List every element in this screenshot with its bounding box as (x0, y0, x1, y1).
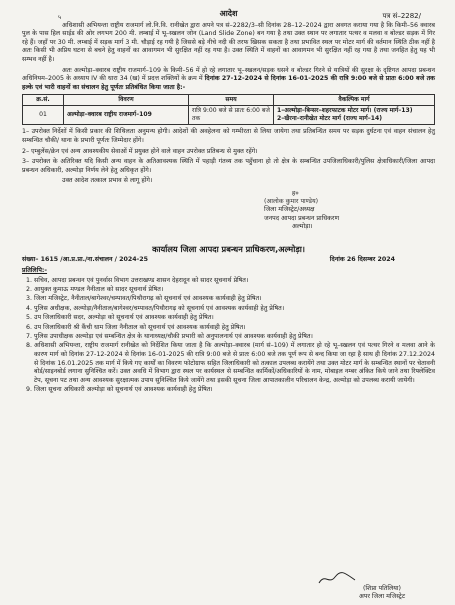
route-table-header-row (23, 95, 435, 106)
letter-number: पत्र सं–2282/ (382, 12, 421, 20)
instruction-effective: उक्त आदेश तत्काल प्रभाव से लागू होंगे। (62, 177, 153, 185)
signature-initials: ह० (292, 189, 299, 197)
reference-line (22, 256, 435, 265)
list-item: 2. आयुक्त कुमाऊ मण्डल नैनीताल को सादर सूचनार्थ प्रेषित। (34, 286, 435, 295)
reference-number: संख्या– 1615 /आ.प्र.प्रा./ना.संचालन / 2024-25 (22, 255, 149, 263)
order-para-2-bold: दिनांक 27-12-2024 से दिनांक 16-01-2025 की रात्रि 9:00 बजे से प्रातः 6:00 बजे तक हल्के एवं भारी वाहनों का संचालन हेतु पूर्णतः प्रतिबंधित किया जाता है:- (22, 75, 435, 91)
order-para-1: अधिशासी अभियन्ता राष्ट्रीय राजमार्ग लो.नि.वि. रानीखेत द्वारा अपने पत्र सं–2282/3–सी दिनांक 28–12–2024 द्वारा अवगत कराया गया है कि किमी–56 क्वारब पुल के पास हिल साईड की ओर लगभग 200 मी. लम्बाई में भू–स्खलन जोन (Land Slide Zone) बन गया है तथा उक्त स्थान पर लगातार पत्थर व मलवा व बोल्डर सड़क में गिर रहे हैं। जहाँ पर 30 मी. लम्बाई में सड़क मार्ग 3 मी. चौड़ाई रह गयी है जिससे बड़े नीचे नदी की तरफ खिसक सकता है तथा प्रभावित स्थल पर मोटर मार्ग की वर्तमान स्थिति ठीक नहीं है अतः किसी भी अप्रिय घटना से बचने हेतु वाहनों का आवागमन भी सुरक्षित नहीं रह गया है। उक्त स्थिति में वाहनों का आवागमन भी सुरक्षित नहीं रह गया है तथा जनहित हेतु यह भी सम्भव नहीं है। (22, 21, 435, 63)
signatory-place: अल्मोड़ा। (292, 222, 313, 230)
page-mark: ५ (58, 14, 62, 21)
col-header-time: समय (189, 95, 274, 106)
signature-block-2 (359, 585, 405, 601)
copies-list (22, 277, 435, 395)
instruction-3: 3– उपरोक्त के अतिरिक्त यदि किसी अन्य वाहन के अतिआवश्यक स्थिति में पहाड़ी गंतव्य तक पहुँचाना हो तो क्षेत्र के सम्बन्धित उपजिलाधिकारी/पुलिस क्षेत्राधिकारी/जिला आपदा प्रबन्धन अधिकारी, अल्मोड़ा निर्णय लेने हेतु अधिकृत होंगे। (22, 158, 435, 174)
list-item: 4. पुलिस अधीक्षक, अल्मोड़ा/नैनीताल/बागेश्वर/चम्पावत/पिथौरागढ़ को सूचनार्थ एवं आवश्यक कार्यवाही हेतु प्रेषित। (34, 305, 435, 314)
order-title: आदेश (219, 9, 238, 18)
list-item: 5. उप जिलाधिकारी सदर, अल्मोड़ा को सूचनार्थ एवं आवश्यक कार्यवाही हेतु प्रेषित। (34, 314, 435, 323)
signatory-office: जनपद आपदा प्रबन्धन प्राधिकरण (264, 214, 340, 222)
signatory-name: (आलोक कुमार पाण्डेय) (264, 198, 319, 206)
cell-sno: 01 (23, 106, 64, 125)
signatory-2-name: (शिप्रा पतिलिया) (362, 585, 401, 592)
list-item: 7. पुलिस उपाधीक्षक अल्मोड़ा एवं सम्बन्धित क्षेत्र के थानाध्यक्ष/चौकी प्रभारी को अनुपालनार्थ एवं आवश्यक कार्यवाही हेतु प्रेषित। (34, 333, 435, 342)
table-row (23, 106, 435, 125)
signature-block-1 (264, 190, 435, 231)
col-header-sno: क्र.सं. (23, 95, 64, 106)
reference-date: दिनांक 26 दिसम्बर 2024 (329, 255, 395, 263)
col-header-alt: वैकल्पिक मार्ग (274, 95, 435, 106)
copies-heading: प्रतिलिपि:- (22, 267, 48, 275)
signature-scribble-icon (317, 571, 357, 587)
order-para-2 (22, 67, 435, 93)
list-item: 8. अधिशासी अभियन्ता, राष्ट्रीय राजमार्ग रानीखेत को निर्देशित किया जाता है कि अल्मोड़ा–क्वारब (मार्ग सं–109) में लगातार हो रहे भू–स्खलन एवं पत्थर गिरने व मलवा आने के कारण मार्ग को दिनांक 27-12-2024 से दिनांक 16-01-2025 की रात्रि 9:00 बजे से प्रातः 6:00 बजे तक पूर्ण रूप से बन्द किया जा रहा है साथ ही दिनांक 27.12.2024 से दिनांक 16.01.2025 तक मार्ग में किये गए कार्यों का विवरण फोटोग्राफ सहित जिलाधिकारी को तत्काल उपलब्ध करायेंगे तथा उक्त मोटर मार्ग के सम्बन्धित स्थानों पर चेतावनी बोर्ड/साइनबोर्ड लगाना सुनिश्चित करें। उक्त अवधि में विभाग द्वारा स्थल पर कार्यस्थल से सम्बन्धित कार्मिकों/अधिकारियों के नाम, मोबाइल नम्बर अंकित किये जाने तथा रिफ्लेक्टिव टेप, सूचना पट तथा अन्य आवश्यक सुरक्षात्मक उपाय सुनिश्चित किये जायेंगे तथा इसकी सूचना जिला आपातकालीन परिचालन केन्द्र, अल्मोड़ा को उपलब्ध करायी जायेगी। (34, 342, 435, 385)
list-item: 3. जिला मजिस्ट्रेट, नैनीताल/बागेश्वर/चम्पावत/पिथौरागढ़ को सूचनार्थ एवं आवश्यक कार्यवाही हेतु प्रेषित। (34, 295, 435, 304)
instruction-2: 2– एम्बुलेंस/क्रेन एवं अन्य आवश्यकीय सेवाओं में प्रयुक्त होने वाले वाहन उपरोक्त प्रतिबन्ध से मुक्त रहेंगे। (22, 147, 258, 155)
signatory-designation: जिला मजिस्ट्रेट/अध्यक्ष (264, 206, 315, 214)
cell-alt: 1–अल्मोड़ा–बिन्सर–शहरफाटक मोटर मार्ग। (राज्य मार्ग–13) 2–खैरना–रानीखेत मोटर मार्ग (राज्य मार्ग–14) (274, 106, 435, 125)
list-item: 1. सचिव, आपदा प्रबन्धन एवं पुनर्वास विभाग उत्तराखण्ड शासन देहरादून को सादर सूचनार्थ प्रेषित। (34, 277, 435, 286)
list-item: 9. जिला सूचना अधिकारी अल्मोड़ा को सूचनार्थ एवं आवश्यक कार्यवाही हेतु प्रेषित। (34, 386, 435, 395)
col-header-desc: विवरण (64, 95, 189, 106)
office-heading: कार्यालय जिला आपदा प्रबन्धन प्राधिकरण,अल्मोड़ा। (152, 243, 305, 254)
cell-desc: अल्मोड़ा–क्वारब राष्ट्रीय राजमार्ग–109 (64, 106, 189, 125)
order-para-2-lead: अतः अल्मोड़ा–क्वारब राष्ट्रीय राजमार्ग–109 के किमी–56 में हो रहे लगातार भू–स्खलन/सड़क धसने व बोल्डर गिरने से यात्रियों की सुरक्षा के दृष्टिगत आपदा प्रबन्धन अधिनियम–2005 के अध्याय IV की धारा 34 (ख) में प्रदत्त शक्तियों के क्रम में (22, 66, 435, 83)
instruction-1: 1– उपरोक्त निर्देशों में किसी प्रकार की शिथिलता अनुमन्य होगी। आदेशों की अवहेलना को गम्भीरता से लिया जायेगा तथा प्रतिबन्धित समय पर सड़क दुर्घटना एवं वाहन संचालन हेतु सम्बन्धित चौकी/ थाना के प्रभारी पूर्णतः जिम्मेदार होंगे। (22, 128, 435, 144)
signatory-2-designation: अपर जिला मजिस्ट्रेट (358, 593, 405, 600)
route-table (22, 94, 435, 125)
cell-time: रात्रि 9:00 बजे से प्रातः 6:00 बजे तक (189, 106, 274, 125)
list-item: 6. उप जिलाधिकारी श्री कैंची धाम जिला नैनीताल को सूचनार्थ एवं आवश्यक कार्यवाही हेतु प्रेषित। (34, 324, 435, 333)
